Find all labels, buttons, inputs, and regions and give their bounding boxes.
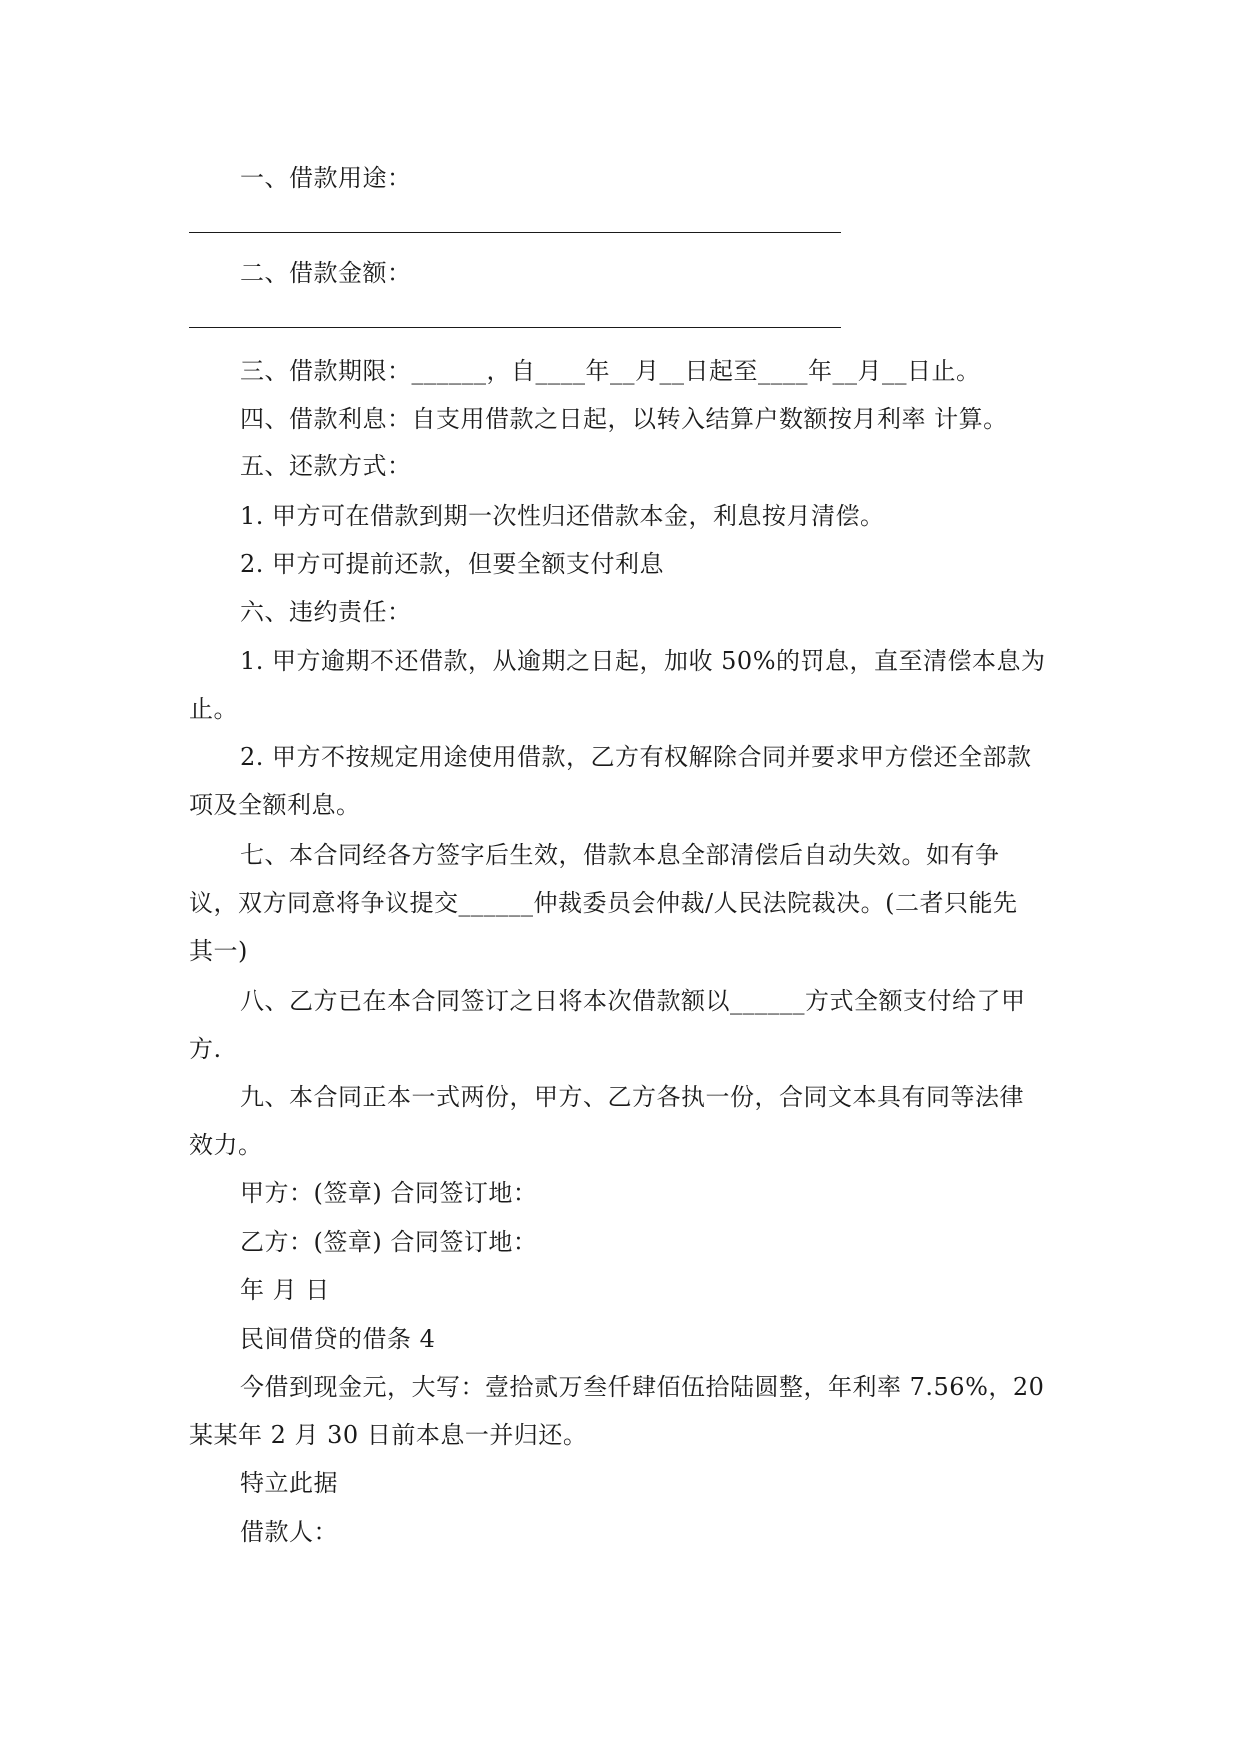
repayment-item-2: 2. 甲方可提前还款，但要全额支付利息 bbox=[240, 550, 665, 578]
party-b-signature: 乙方：(签章) 合同签订地： bbox=[240, 1228, 538, 1256]
iou-title: 民间借贷的借条 4 bbox=[240, 1325, 436, 1353]
clause-7-effect: 七、本合同经各方签字后生效，借款本息全部清偿后自动失效。如有争 bbox=[240, 841, 1000, 869]
liability-item-1-cont: 止。 bbox=[189, 695, 238, 723]
clause-2-amount: 二、借款金额： bbox=[240, 259, 412, 287]
clause-9-cont: 效力。 bbox=[189, 1131, 263, 1159]
repayment-item-1: 1. 甲方可在借款到期一次性归还借款本金，利息按月清偿。 bbox=[240, 502, 885, 530]
iou-attestation: 特立此据 bbox=[240, 1469, 338, 1497]
iou-body: 今借到现金元，大写：壹拾贰万叁仟肆佰伍拾陆圆整，年利率 7.56%，20 bbox=[240, 1373, 1045, 1401]
clause-3-term: 三、借款期限：______，自____年__月__日起至____年__月__日止。 bbox=[240, 357, 981, 385]
party-a-signature: 甲方：(签章) 合同签订地： bbox=[240, 1179, 538, 1207]
clause-8-cont: 方. bbox=[189, 1035, 222, 1063]
clause-9-copies: 九、本合同正本一式两份，甲方、乙方各执一份，合同文本具有同等法律 bbox=[240, 1083, 1024, 1111]
clause-5-repayment: 五、还款方式： bbox=[240, 452, 412, 480]
liability-item-2-cont: 项及全额利息。 bbox=[189, 791, 361, 819]
iou-body-cont: 某某年 2 月 30 日前本息一并归还。 bbox=[189, 1421, 588, 1449]
clause-1-purpose: 一、借款用途： bbox=[240, 164, 412, 192]
signing-date: 年 月 日 bbox=[240, 1276, 330, 1304]
borrower-label: 借款人： bbox=[240, 1518, 338, 1546]
liability-item-1: 1. 甲方逾期不还借款，从逾期之日起，加收 50%的罚息，直至清偿本息为 bbox=[240, 647, 1046, 675]
clause-4-interest: 四、借款利息：自支用借款之日起，以转入结算户数额按月利率 计算。 bbox=[240, 405, 1008, 433]
blank-line-purpose bbox=[189, 232, 841, 233]
blank-line-amount bbox=[189, 327, 841, 328]
clause-8-payment: 八、乙方已在本合同签订之日将本次借款额以______方式全额支付给了甲 bbox=[240, 987, 1026, 1015]
clause-6-liability: 六、违约责任： bbox=[240, 598, 412, 626]
liability-item-2: 2. 甲方不按规定用途使用借款，乙方有权解除合同并要求甲方偿还全部款 bbox=[240, 743, 1032, 771]
clause-7-cont-2: 其一) bbox=[189, 937, 248, 965]
clause-7-cont: 议，双方同意将争议提交______仲裁委员会仲裁/人民法院裁决。(二者只能先 bbox=[189, 889, 1018, 917]
